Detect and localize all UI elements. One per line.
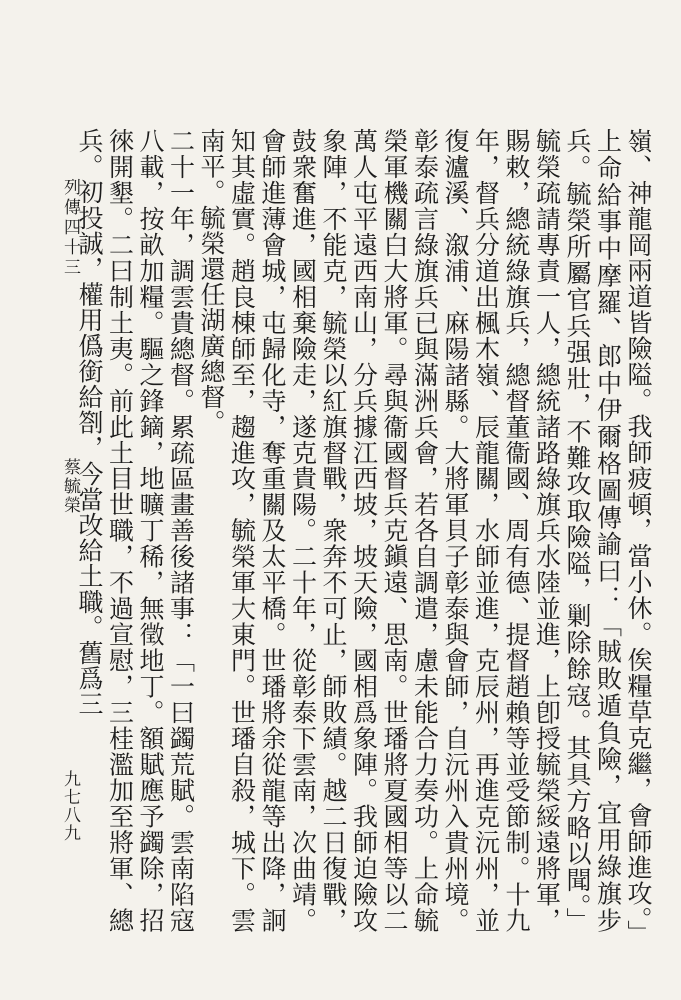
running-head-chapter: 列傳四十三 [60,178,80,278]
paragraph-1: 嶺、神龍岡兩道皆險隘。我師疲頓，當小休。俟糧草克繼，會師進攻。」上命給事中摩羅、郎中伊爾格圖傳諭曰：「賊敗遁負險，宜用綠旗步兵。毓榮所屬官兵强壯，不難攻取險隘，剿除餘寇。其具方略以聞。」毓榮疏請專責一人，總統諸路綠旗兵水陸並進，上卽授毓榮綏遠將軍，賜敕，總統綠旗兵，總督董衞國、周有德、提督趙賴等並受節制。十九年，督兵分道出楓木嶺、辰龍關，水師並進，克辰州，再進克沅州，並復瀘溪、溆浦、麻陽諸縣。大將軍貝子彰泰與會師，自沅州入貴州境。彰泰疏言綠旗兵已與滿洲兵會，若各自調遣，慮未能合力奏功。上命毓榮軍機關白大將軍。尋與衞國督兵克鎭遠、思南。世璠將夏國相等以二萬人屯平遠西南山，分兵據江西坡，坡天險，國相爲象陣。我師迫險攻象陣，不能克，毓榮以紅旗督戰，衆奔不可止，師敗績。越二日復戰，鼓衆奮進，國相棄險走，遂克貴陽。二十年，從彰泰下雲南，次曲靖。會師進薄會城，屯歸化寺，奪重關及太平橋。世璠將余從龍等出降，詗知其虛實。趙良棟師至，趨進攻，毓榮軍大東門。世璠自殺，城下。雲南平。毓榮還任湖廣總督。 [197,128,653,933]
paragraph-2: 二十一年，調雲貴總督。累疏區畫善後諸事：「一曰蠲荒賦。雲南陷寇八載，按畝加糧。驅之鋒鏑，地曠丁稀，無徵地丁。額賦應予蠲除，招徠開墾。二曰制土夷。前此土目世職，不過宣慰，三桂濫加至將軍、總兵。初投誠，權用僞銜給劄，今當改給土職。舊爲三 [75,128,196,933]
running-head-name: 蔡毓榮 [60,458,80,515]
body-text [75,128,653,933]
page-number: 九七八九 [60,770,80,842]
